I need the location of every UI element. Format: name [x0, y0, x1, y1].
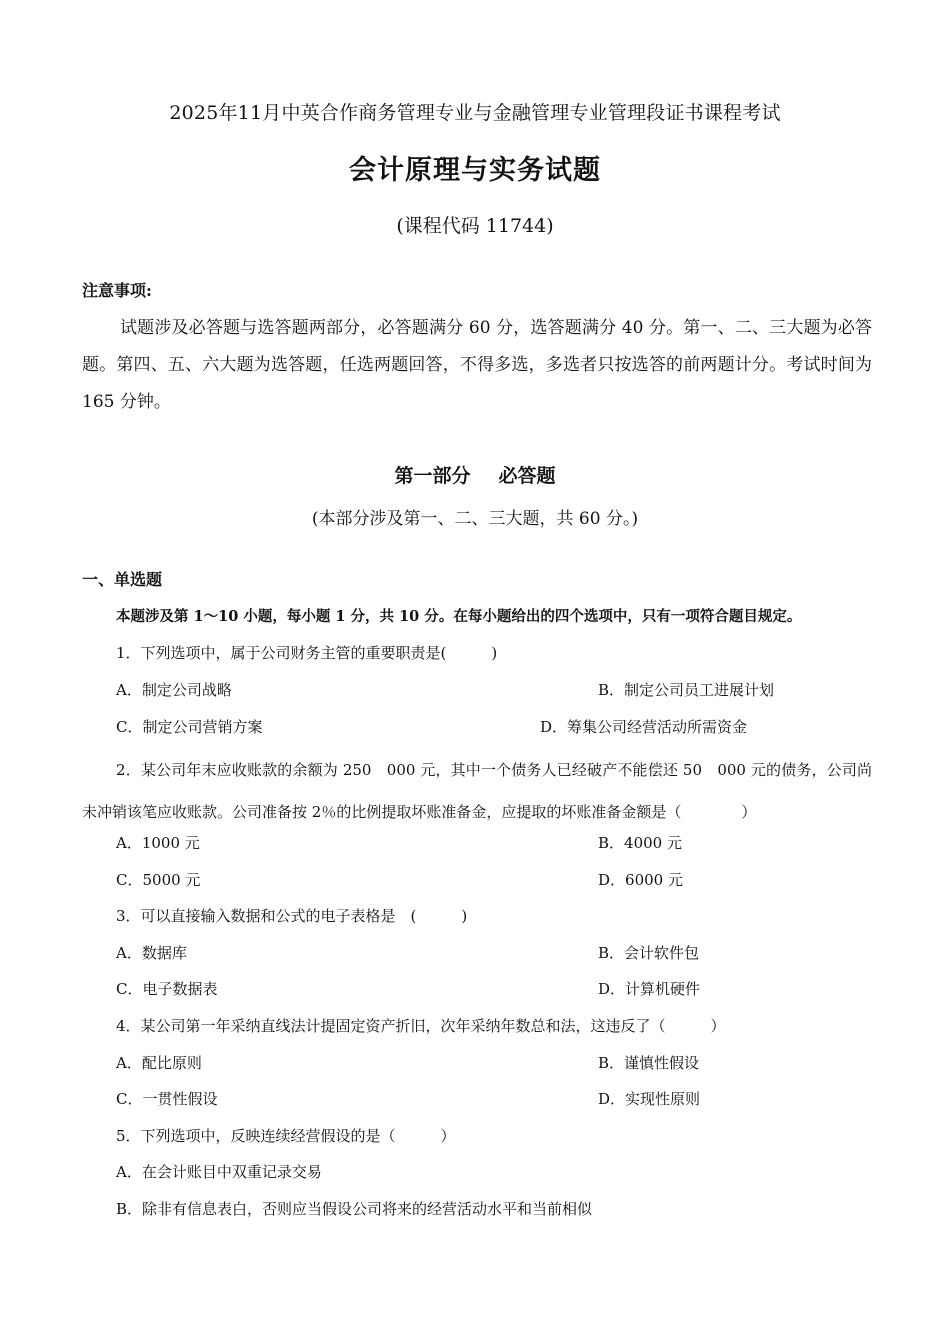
question-2-option-d: D．6000 元: [598, 871, 683, 889]
question-4-stem: 4．某公司第一年采纳直线法计提固定资产折旧，次年采纳年数总和法，这违反了（ ）: [116, 1017, 726, 1035]
question-1-option-c: C．制定公司营销方案: [116, 718, 263, 736]
question-2-option-b: B．4000 元: [598, 834, 682, 852]
question-4-option-c: C．一贯性假设: [116, 1090, 218, 1108]
notice-body: 试题涉及必答题与选答题两部分，必答题满分 60 分，选答题满分 40 分。第一、二、三大题为必答题。第四、五、六大题为选答题，任选两题回答，不得多选，多选者只按选答的前两题计分。考试时间为 165 分钟。: [82, 318, 872, 412]
question-4-option-a: A．配比原则: [116, 1054, 202, 1072]
question-5-stem: 5．下列选项中，反映连续经营假设的是（ ）: [116, 1127, 456, 1145]
question-2-option-a: A．1000 元: [116, 834, 200, 852]
question-3-option-a: A．数据库: [116, 944, 187, 962]
question-4-option-d: D．实现性原则: [598, 1090, 701, 1108]
question-1-option-b: B．制定公司员工进展计划: [598, 681, 775, 699]
question-1-stem: 1．下列选项中，属于公司财务主管的重要职责是( ): [116, 644, 498, 662]
course-code: (课程代码 11744): [396, 215, 554, 237]
section-one-title: 一、单选题: [82, 570, 163, 589]
question-1-option-a: A．制定公司战略: [116, 681, 232, 699]
question-3-option-b: B．会计软件包: [598, 944, 700, 962]
question-3-option-d: D．计算机硬件: [598, 980, 701, 998]
part-one-type: 必答题: [498, 465, 556, 487]
notice-title: 注意事项:: [82, 281, 152, 300]
part-one-title: [0, 461, 950, 488]
exam-title: 2025年11月中英合作商务管理专业与金融管理专业管理段证书课程考试: [169, 102, 781, 124]
question-3-stem: 3．可以直接输入数据和公式的电子表格是 ( ): [116, 907, 468, 925]
paper-title: 会计原理与实务试题: [349, 155, 601, 186]
question-3-option-c: C．电子数据表: [116, 980, 218, 998]
question-2-stem: 2．某公司年末应收账款的余额为 250 000 元，其中一个债务人已经破产不能偿还 50 000 元的债务，公司尚未冲销该笔应收账款。公司准备按 2％的比例提取坏账准备金，应提取的坏账准备金额是（ ）: [82, 761, 872, 821]
question-5-option-b: B．除非有信息表白，否则应当假设公司将来的经营活动水平和当前相似: [116, 1200, 593, 1218]
question-2-option-c: C．5000 元: [116, 871, 201, 889]
question-4-option-b: B．谨慎性假设: [598, 1054, 700, 1072]
part-one-label: 第一部分: [394, 465, 471, 487]
question-5-option-a: A．在会计账目中双重记录交易: [116, 1163, 322, 1181]
part-one-note: (本部分涉及第一、二、三大题，共 60 分。): [311, 509, 639, 529]
section-one-instruction: 本题涉及第 1～10 小题，每小题 1 分，共 10 分。在每小题给出的四个选项中，只有一项符合题目规定。: [116, 608, 802, 625]
question-1-option-d: D．筹集公司经营活动所需资金: [540, 718, 748, 736]
